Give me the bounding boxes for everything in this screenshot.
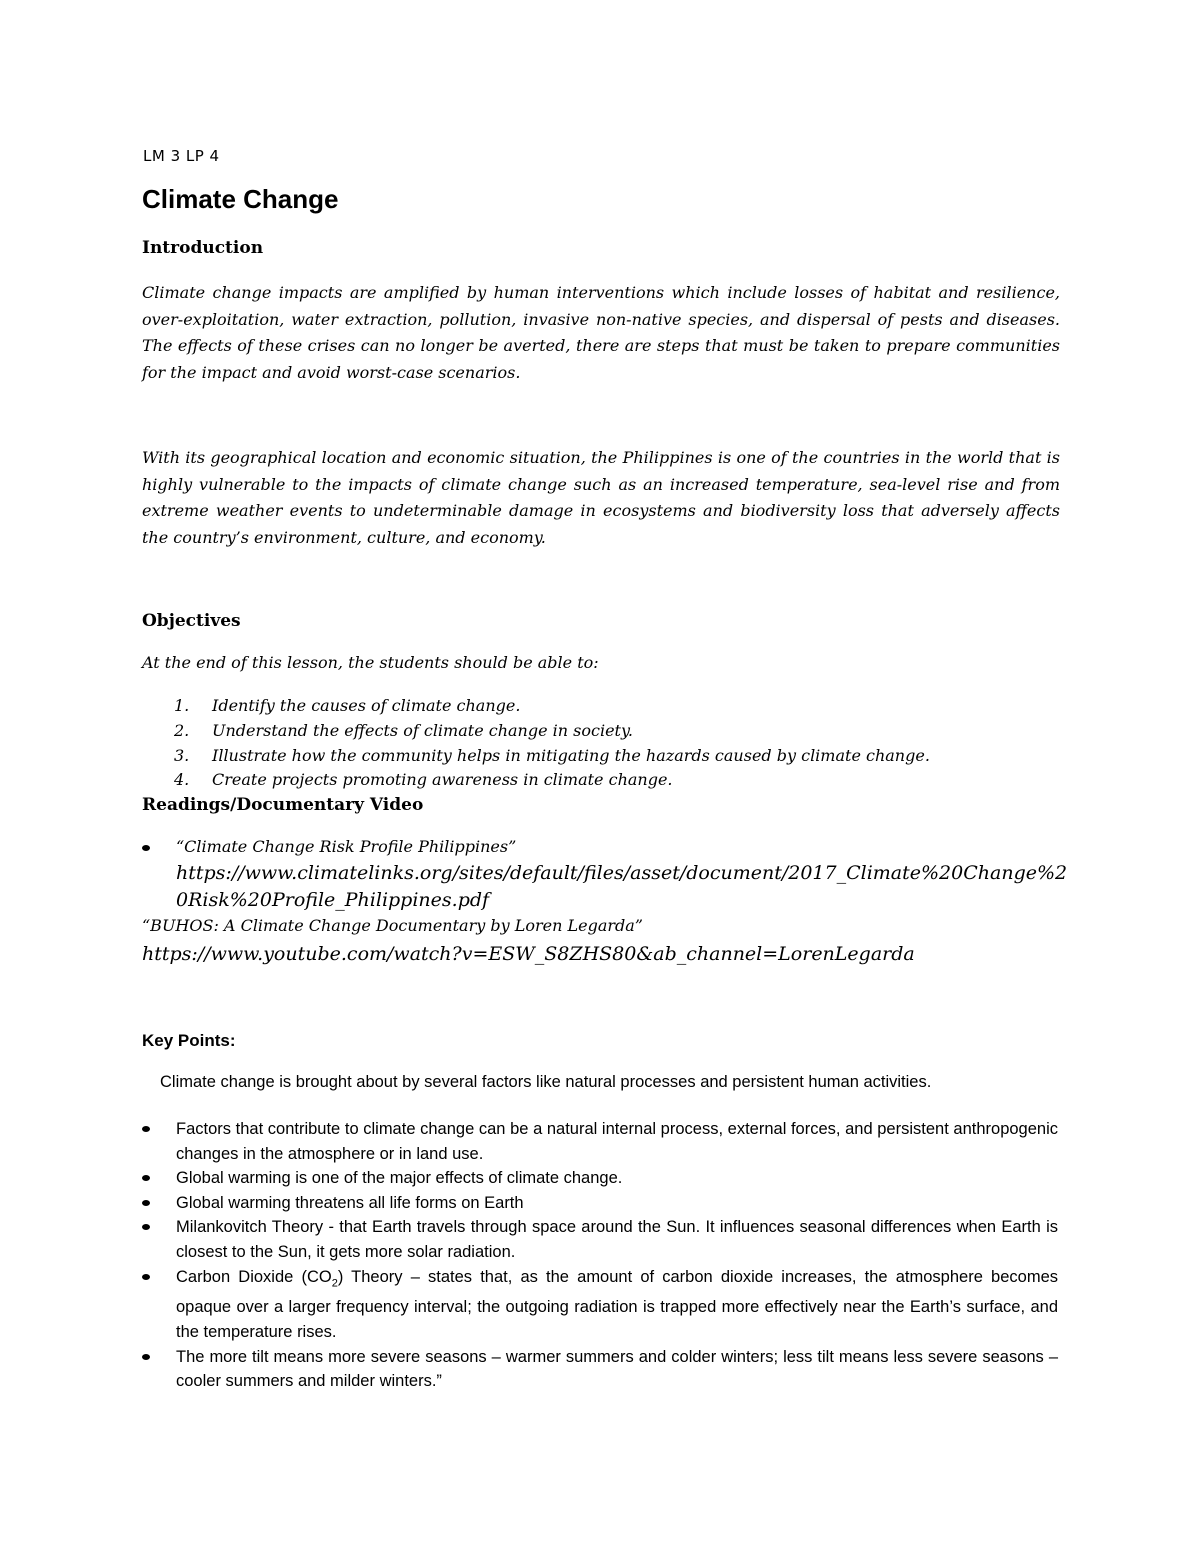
objective-text: Create projects promoting awareness in climate change. — [212, 770, 673, 790]
readings-heading: Readings/Documentary Video — [142, 795, 424, 815]
objective-item — [142, 694, 930, 719]
introduction-paragraph-1: Climate change impacts are amplified by human interventions which include losses of habitat and resilience, over-exploitation, water extraction, pollution, invasive non-native species, and dispersal of pests and diseases. The effects of these crises can no longer be averted, there are steps that must be taken to prepare communities for the impact and avoid worst-case scenarios. — [142, 283, 1060, 382]
reading-2-link[interactable]: https://www.youtube.com/watch?v=ESW_S8ZHS80&ab_channel=LorenLegarda — [142, 943, 915, 965]
objective-text: Understand the effects of climate change in society. — [212, 720, 633, 740]
key-point-item — [142, 1191, 1058, 1216]
key-point-text: Factors that contribute to climate change can be a natural internal process, external forces, and persistent anthropogenic changes in the atmosphere or in land use. — [176, 1120, 1058, 1163]
key-points-list — [142, 1117, 1058, 1394]
key-point-item — [142, 1117, 1058, 1166]
key-point-text: The more tilt means more severe seasons – warmer summers and colder winters; less tilt means less severe seasons – cooler summers and milder winters.” — [176, 1347, 1058, 1391]
bullet-icon — [142, 845, 150, 851]
reading-1-link[interactable]: https://www.climatelinks.org/sites/default/files/asset/document/2017_Climate%20Change%2 — [176, 862, 1068, 884]
reading-2-title: “BUHOS: A Climate Change Documentary by Loren Legarda” — [142, 916, 643, 935]
co2-subscript: 2 — [331, 1276, 338, 1289]
objective-item — [142, 719, 930, 744]
objective-number: 3. — [174, 745, 190, 765]
reading-1-title: “Climate Change Risk Profile Philippines” — [176, 837, 517, 856]
bullet-icon — [142, 1354, 150, 1360]
introduction-paragraph-2: With its geographical location and economic situation, the Philippines is one of the countries in the world that is highly vulnerable to the impacts of climate change such as an increased temperature, sea-level rise and from extreme weather events to undeterminable damage in ecosystems and biodiversity loss that adversely affects the country’s environment, culture, and economy. — [142, 448, 1060, 547]
co2-prefix: Carbon Dioxide (CO — [176, 1267, 332, 1286]
module-code: LM 3 LP 4 — [143, 147, 220, 165]
page-title: Climate Change — [142, 184, 339, 214]
bullet-icon — [142, 1200, 150, 1206]
key-points-heading: Key Points: — [142, 1031, 236, 1050]
key-point-item — [142, 1166, 1058, 1191]
bullet-icon — [142, 1274, 150, 1280]
objective-number: 1. — [174, 696, 190, 715]
co2-suffix: ) Theory – states that, as the amount of carbon dioxide increases, the atmosphere becomes opaque over a larger frequency interval; the outgoing radiation is trapped more effectively near the Earth’s surface, and the temperature rises. — [176, 1267, 1058, 1342]
key-point-item — [142, 1215, 1058, 1264]
key-point-text: Global warming is one of the major effects of climate change. — [176, 1169, 623, 1188]
key-point-item — [142, 1265, 1058, 1345]
key-point-text: Milankovitch Theory - that Earth travels through space around the Sun. It influences seasonal differences when Earth is closest to the Sun, it gets more solar radiation. — [176, 1218, 1058, 1261]
objective-number: 4. — [174, 770, 190, 790]
key-points-intro: Climate change is brought about by several factors like natural processes and persistent human activities. — [160, 1073, 932, 1091]
objective-text: Illustrate how the community helps in mitigating the hazards caused by climate change. — [212, 745, 930, 765]
introduction-heading: Introduction — [142, 238, 264, 258]
objective-text: Identify the causes of climate change. — [212, 696, 521, 715]
key-point-item — [142, 1345, 1058, 1394]
bullet-icon — [142, 1224, 150, 1230]
key-point-text: Global warming threatens all life forms on Earth — [176, 1193, 524, 1212]
objectives-list — [142, 694, 930, 793]
objectives-heading: Objectives — [142, 611, 241, 631]
bullet-icon — [142, 1126, 150, 1132]
objective-item — [142, 744, 930, 769]
reading-1-link-continued[interactable]: 0Risk%20Profile_Philippines.pdf — [176, 889, 490, 911]
bullet-icon — [142, 1175, 150, 1181]
objectives-lead: At the end of this lesson, the students should be able to: — [142, 653, 599, 672]
objective-number: 2. — [174, 720, 190, 740]
objective-item — [142, 768, 930, 793]
